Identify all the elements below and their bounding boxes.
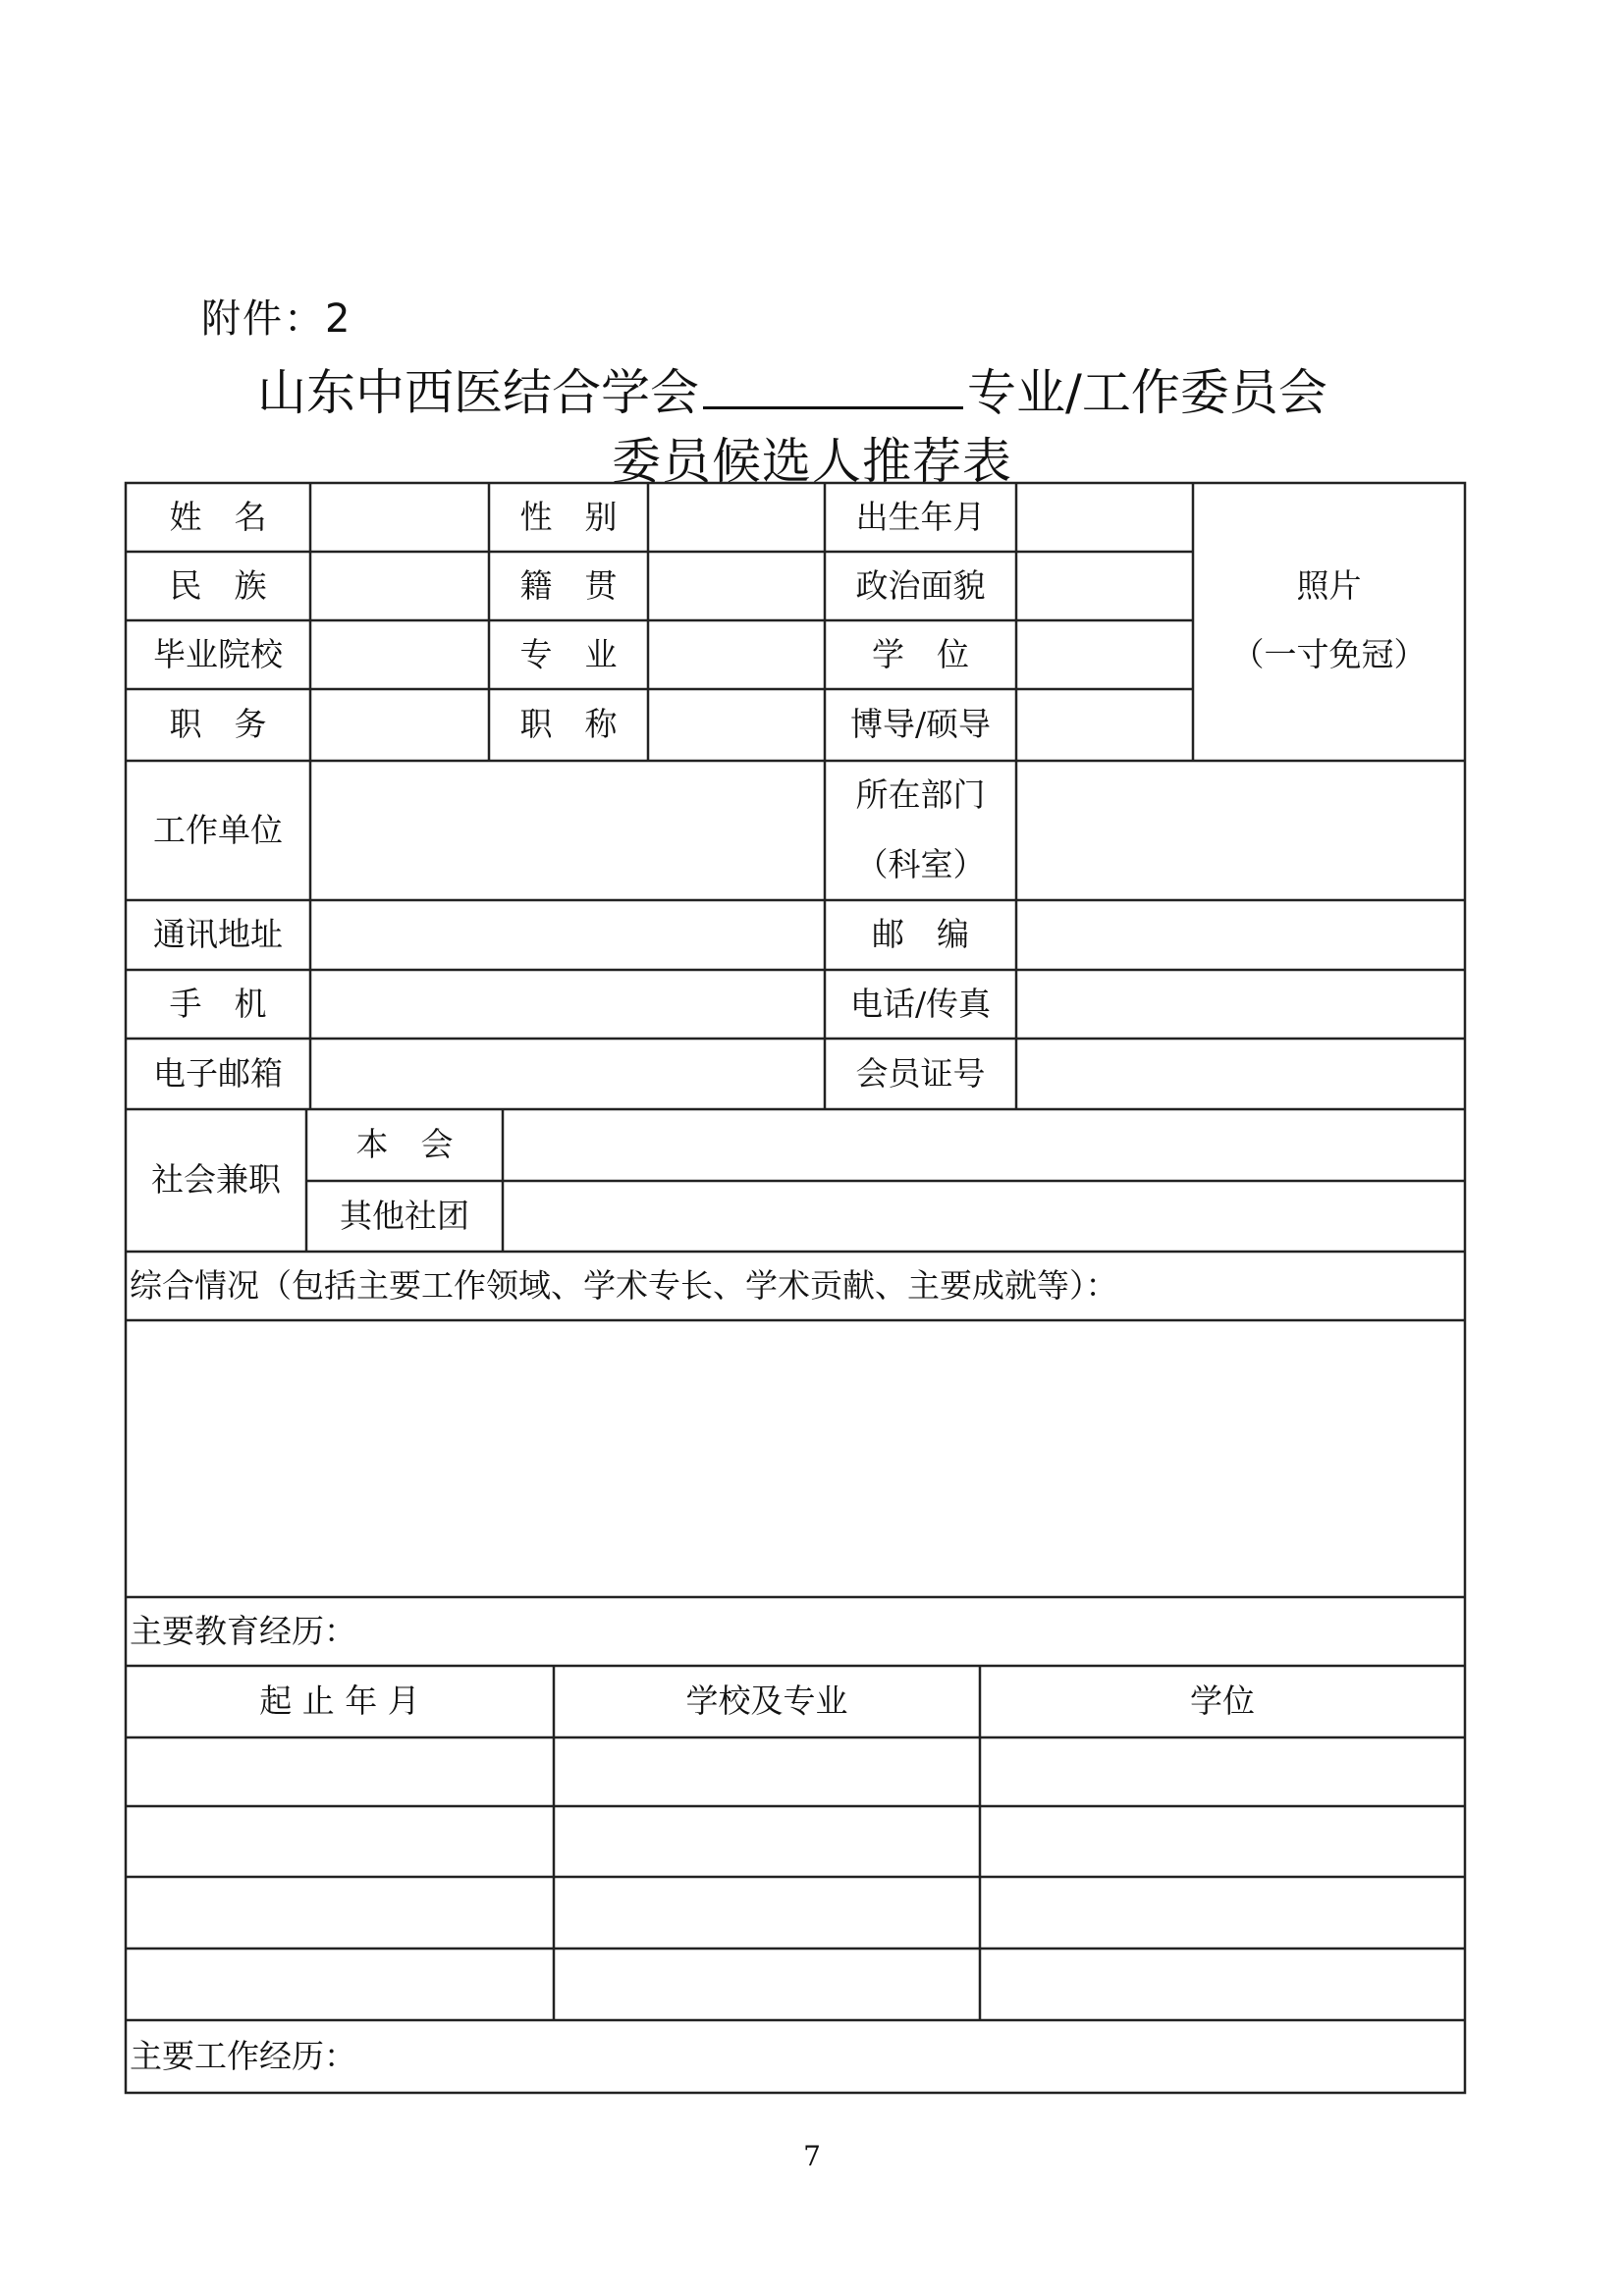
label-native-place: 籍 贯 — [519, 565, 618, 605]
title-suffix: 专业/工作委员会 — [967, 364, 1327, 421]
header-edu-period: 起 止 年 月 — [259, 1682, 420, 1721]
label-department: 所在部门 — [855, 775, 986, 815]
label-summary: 综合情况（包括主要工作领域、学术专长、学术贡献、主要成就等）： — [130, 1265, 1118, 1305]
label-workplace: 工作单位 — [153, 810, 283, 849]
label-degree: 学 位 — [872, 634, 969, 673]
label-major: 专 业 — [519, 634, 618, 673]
form-subtitle: 委员候选人推荐表 — [612, 433, 1012, 490]
label-email: 电子邮箱 — [153, 1053, 283, 1093]
label-member-no: 会员证号 — [855, 1053, 986, 1093]
label-address: 通讯地址 — [153, 915, 283, 954]
label-mobile: 手 机 — [169, 984, 267, 1023]
label-photo: 照片 — [1296, 565, 1362, 605]
label-postcode: 邮 编 — [872, 915, 969, 954]
label-title: 职 称 — [519, 705, 618, 744]
label-gender: 性 别 — [519, 497, 618, 536]
label-birth: 出生年月 — [855, 497, 986, 536]
label-other-societies: 其他社团 — [340, 1196, 469, 1235]
label-this-society: 本 会 — [355, 1125, 454, 1164]
header-edu-degree: 学位 — [1190, 1682, 1255, 1721]
label-photo-note: （一寸免冠） — [1231, 634, 1427, 673]
label-name: 姓 名 — [169, 497, 267, 536]
label-social: 社会兼职 — [151, 1160, 281, 1200]
label-phone-fax: 电话/传真 — [849, 984, 992, 1023]
label-supervisor: 博导/硕导 — [849, 705, 992, 744]
label-school: 毕业院校 — [153, 634, 283, 673]
label-education: 主要教育经历： — [130, 1611, 356, 1650]
label-work: 主要工作经历： — [130, 2036, 356, 2075]
page-number: 7 — [803, 2140, 821, 2172]
header-edu-school: 学校及专业 — [685, 1682, 848, 1721]
label-department-note: （科室） — [855, 845, 986, 884]
label-position: 职 务 — [169, 705, 267, 744]
attachment-label: 附件：2 — [201, 296, 352, 342]
label-political: 政治面貌 — [855, 565, 986, 605]
title-prefix: 山东中西医结合学会 — [257, 364, 699, 421]
label-ethnicity: 民 族 — [169, 565, 267, 605]
